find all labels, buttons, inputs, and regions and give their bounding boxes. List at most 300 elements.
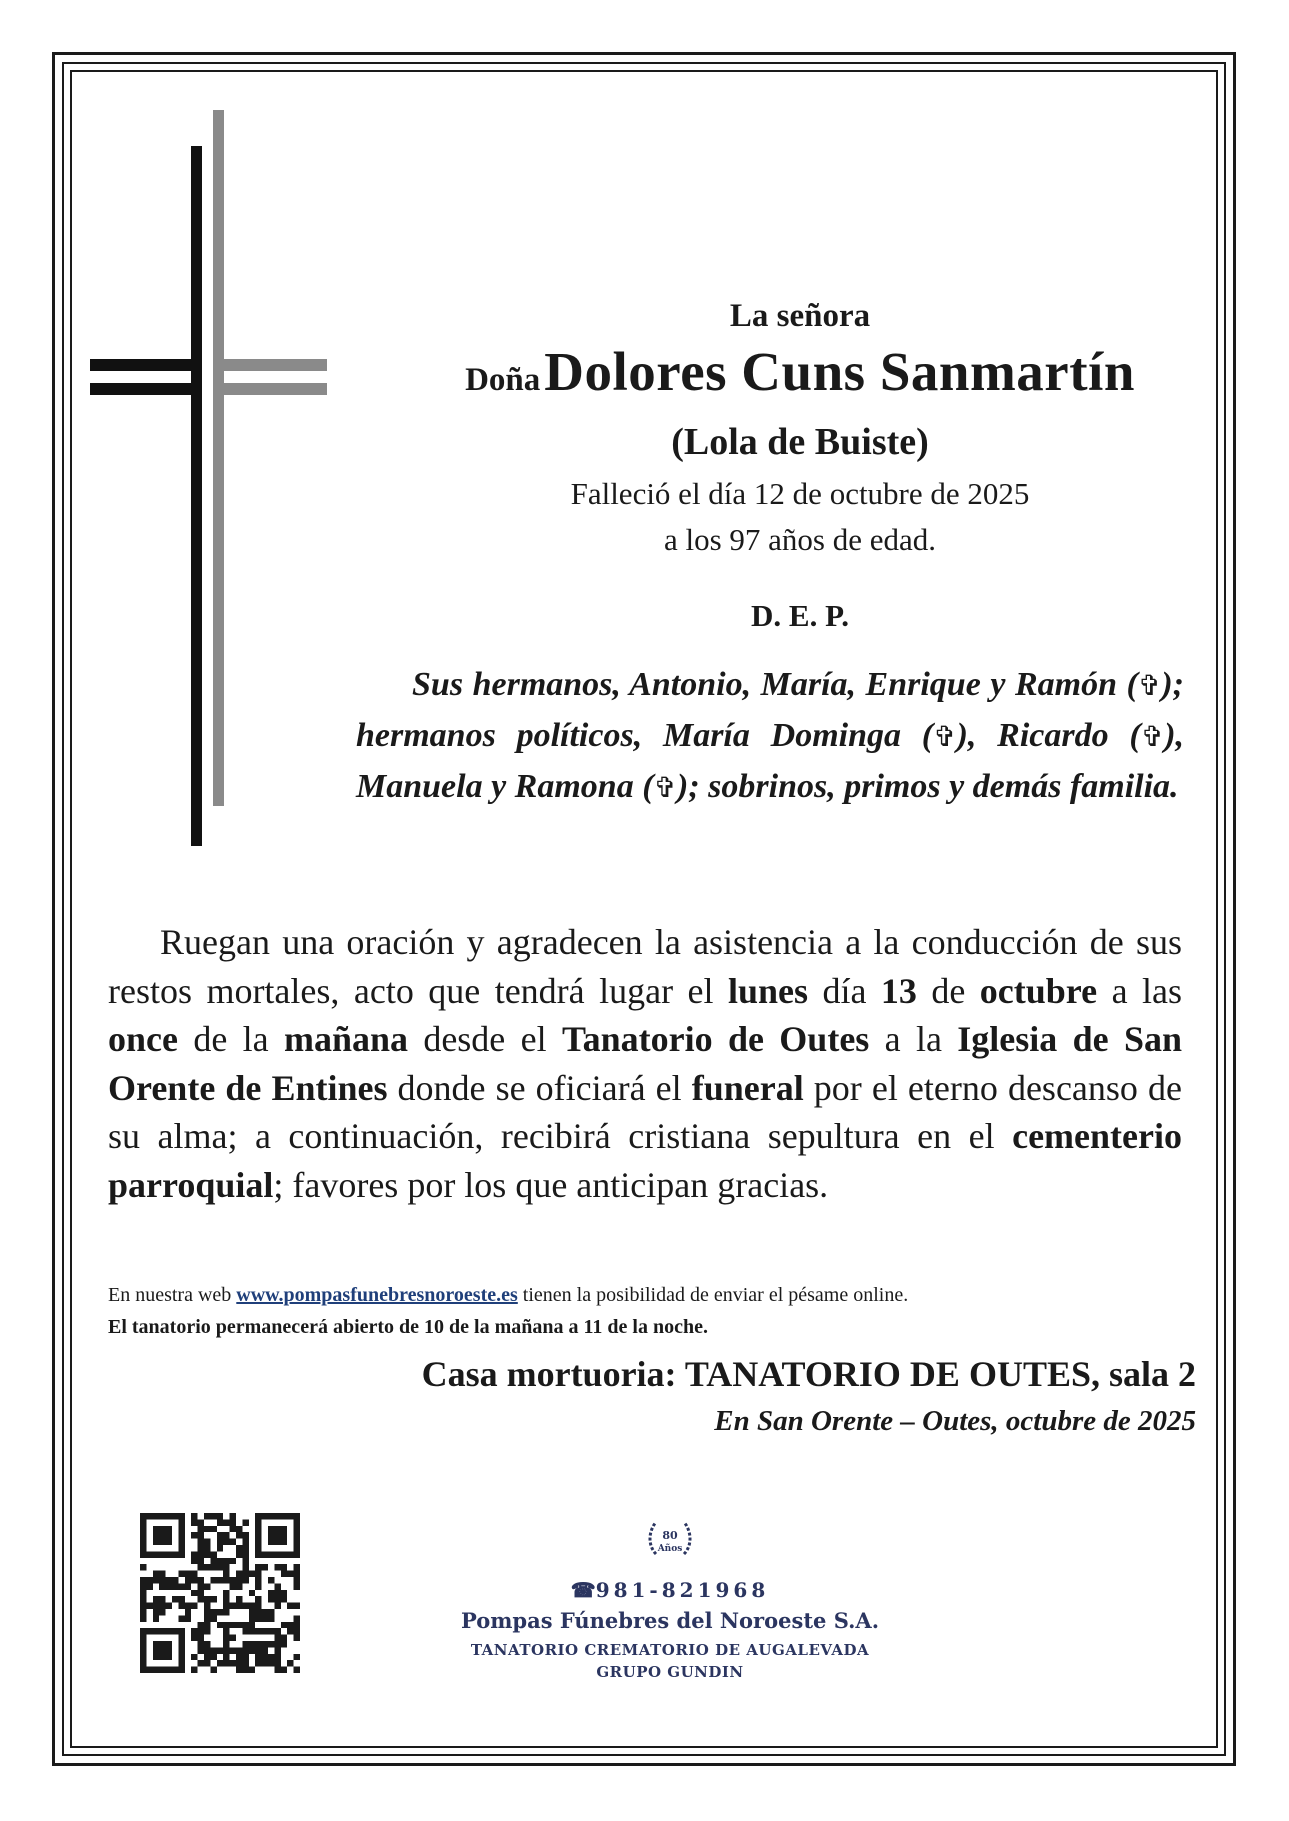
family-text: ), Manuela y Ramona (	[356, 717, 1185, 805]
qr-module	[217, 1513, 223, 1519]
body-bold: octubre	[979, 970, 1098, 1011]
qr-module	[223, 1558, 229, 1564]
qr-module	[204, 1628, 210, 1634]
qr-module	[172, 1583, 178, 1589]
body-text: a las	[1097, 970, 1182, 1011]
qr-module	[274, 1641, 280, 1647]
qr-module	[198, 1596, 204, 1602]
qr-module	[178, 1596, 184, 1602]
qr-module	[210, 1654, 216, 1660]
qr-module	[230, 1622, 236, 1628]
qr-module	[230, 1539, 236, 1545]
family-text: Sus hermanos, Antonio, María, Enrique y Ramón (	[412, 666, 1138, 703]
body-text: de la	[177, 1019, 284, 1059]
phone-number-line[interactable]	[380, 1578, 960, 1602]
body-text: desde el	[407, 1019, 562, 1059]
qr-module	[204, 1564, 210, 1570]
qr-module	[242, 1622, 248, 1628]
qr-module	[204, 1583, 210, 1589]
qr-module	[268, 1577, 274, 1583]
body-text: Ruegan una oración y agradecen la asistencia a la conducción de sus restos mortales, acto que tendrá lugar el	[108, 922, 1182, 1011]
qr-module	[255, 1654, 261, 1660]
qr-module	[210, 1513, 216, 1519]
qr-module	[198, 1545, 204, 1551]
qr-module	[223, 1519, 229, 1525]
body-bold: cementerio parroquial	[108, 1116, 1182, 1205]
qr-module	[153, 1603, 159, 1609]
qr-module	[236, 1545, 242, 1551]
qr-module	[153, 1615, 159, 1621]
qr-module	[236, 1654, 242, 1660]
qr-module	[140, 1603, 146, 1609]
qr-module	[223, 1571, 229, 1577]
qr-module	[242, 1603, 248, 1609]
qr-module	[294, 1654, 300, 1660]
qr-module	[204, 1609, 210, 1615]
qr-module	[159, 1577, 165, 1583]
web-note-suffix: tienen la posibilidad de enviar el pésame online.	[517, 1284, 909, 1306]
qr-module	[198, 1551, 204, 1557]
qr-module	[198, 1635, 204, 1641]
qr-module	[159, 1571, 165, 1577]
qr-module	[204, 1654, 210, 1660]
qr-module	[262, 1654, 268, 1660]
qr-module	[223, 1539, 229, 1545]
qr-module	[249, 1603, 255, 1609]
qr-module	[230, 1647, 236, 1653]
qr-module	[204, 1603, 210, 1609]
qr-module	[198, 1590, 204, 1596]
qr-module	[242, 1641, 248, 1647]
qr-module	[242, 1539, 248, 1545]
place-and-date: En San Orente – Outes, octubre de 2025	[714, 1405, 1196, 1437]
qr-module	[204, 1622, 210, 1628]
qr-module	[210, 1615, 216, 1621]
qr-module	[223, 1590, 229, 1596]
qr-module	[287, 1628, 293, 1634]
deceased-cross-icon: ✞	[1137, 671, 1162, 702]
qr-module	[191, 1590, 197, 1596]
qr-module	[281, 1564, 287, 1570]
dep-abbreviation: D. E. P.	[751, 598, 849, 633]
qr-module	[236, 1571, 242, 1577]
qr-module	[140, 1583, 146, 1589]
qr-module	[217, 1545, 223, 1551]
qr-module	[230, 1513, 236, 1519]
qr-module	[281, 1635, 287, 1641]
title-la-senora: La señora	[729, 298, 871, 334]
body-bold: once	[108, 1019, 178, 1059]
body-text: ; favores por los que anticipan gracias.	[273, 1164, 829, 1205]
qr-module	[281, 1590, 287, 1596]
cross-black-vertical	[191, 146, 202, 846]
qr-module	[294, 1622, 300, 1628]
qr-module	[294, 1577, 300, 1583]
qr-module	[274, 1647, 280, 1653]
deceased-cross-icon: ✞	[1140, 722, 1165, 753]
body-bold: Iglesia de San Orente de Entines	[108, 1019, 1182, 1108]
qr-module	[223, 1660, 229, 1666]
qr-module	[262, 1660, 268, 1666]
website-link[interactable]: www.pompasfunebresnoroeste.es	[236, 1284, 518, 1306]
qr-module	[255, 1628, 261, 1634]
qr-module	[210, 1667, 216, 1673]
qr-module	[204, 1513, 210, 1519]
qr-module	[153, 1571, 159, 1577]
qr-module	[242, 1519, 248, 1525]
qr-module	[210, 1558, 216, 1564]
qr-module	[268, 1615, 274, 1621]
qr-module	[166, 1583, 172, 1589]
qr-module	[223, 1609, 229, 1615]
qr-module	[255, 1641, 261, 1647]
qr-module	[268, 1590, 274, 1596]
qr-module	[242, 1628, 248, 1634]
qr-module	[274, 1628, 280, 1634]
web-condolence-note	[108, 1284, 908, 1307]
qr-module	[287, 1660, 293, 1666]
deceased-nickname: (Lola de Buiste)	[671, 421, 929, 463]
qr-module	[255, 1583, 261, 1589]
qr-module	[242, 1564, 248, 1570]
qr-module	[255, 1596, 261, 1602]
deceased-cross-icon: ✞	[653, 773, 678, 804]
family-text: ); hermanos políticos, María Dominga (	[356, 666, 1184, 754]
qr-module	[210, 1647, 216, 1653]
qr-module	[236, 1647, 242, 1653]
qr-module	[274, 1667, 280, 1673]
qr-module	[249, 1622, 255, 1628]
qr-module	[262, 1641, 268, 1647]
qr-module	[204, 1596, 210, 1602]
qr-module	[230, 1519, 236, 1525]
qr-module	[185, 1583, 191, 1589]
qr-module	[242, 1532, 248, 1538]
qr-module	[223, 1603, 229, 1609]
qr-module	[281, 1571, 287, 1577]
qr-module	[198, 1583, 204, 1589]
qr-module	[262, 1647, 268, 1653]
qr-module	[294, 1615, 300, 1621]
qr-module	[185, 1615, 191, 1621]
body-text: de	[916, 970, 980, 1011]
qr-module	[281, 1596, 287, 1602]
qr-module	[217, 1577, 223, 1583]
qr-module	[255, 1660, 261, 1666]
qr-module	[210, 1564, 216, 1570]
qr-module	[223, 1628, 229, 1634]
qr-module	[198, 1532, 204, 1538]
qr-module	[236, 1551, 242, 1557]
qr-code-icon[interactable]	[140, 1513, 300, 1673]
name-prefix: Doña	[465, 362, 541, 398]
qr-module	[294, 1583, 300, 1589]
qr-module	[146, 1577, 152, 1583]
qr-module	[166, 1577, 172, 1583]
qr-module	[274, 1603, 280, 1609]
qr-module	[217, 1609, 223, 1615]
qr-module	[255, 1564, 261, 1570]
phone-icon: ☎	[570, 1578, 596, 1602]
funeral-details-paragraph	[108, 918, 1182, 1209]
qr-module	[249, 1628, 255, 1634]
qr-module	[242, 1660, 248, 1666]
badge-number: 80	[662, 1529, 678, 1542]
qr-module	[242, 1558, 248, 1564]
qr-module	[191, 1513, 197, 1519]
qr-module	[294, 1628, 300, 1634]
qr-module	[223, 1647, 229, 1653]
qr-module	[223, 1564, 229, 1570]
qr-module	[274, 1596, 280, 1602]
phone-number: 981-821968	[595, 1578, 770, 1602]
qr-module	[217, 1532, 223, 1538]
company-subtitle-group: GRUPO GUNDIN	[596, 1663, 744, 1681]
qr-module	[268, 1628, 274, 1634]
qr-module	[294, 1667, 300, 1673]
qr-finder-pattern	[153, 1526, 172, 1545]
qr-module	[204, 1660, 210, 1666]
qr-module	[262, 1609, 268, 1615]
qr-module	[159, 1603, 165, 1609]
qr-module	[185, 1577, 191, 1583]
qr-module	[204, 1551, 210, 1557]
qr-module	[236, 1622, 242, 1628]
funeral-home-location: Casa mortuoria: TANATORIO DE OUTES, sala 2	[421, 1354, 1196, 1394]
qr-module	[236, 1667, 242, 1673]
qr-module	[274, 1660, 280, 1666]
body-bold: funeral	[691, 1067, 804, 1108]
qr-module	[210, 1577, 216, 1583]
qr-module	[198, 1558, 204, 1564]
qr-module	[198, 1622, 204, 1628]
qr-module	[230, 1583, 236, 1589]
qr-module	[198, 1641, 204, 1647]
qr-module	[217, 1564, 223, 1570]
deceased-name-line	[380, 340, 1220, 403]
qr-module	[249, 1641, 255, 1647]
qr-module	[262, 1628, 268, 1634]
qr-module	[223, 1622, 229, 1628]
qr-module	[191, 1558, 197, 1564]
qr-module	[255, 1577, 261, 1583]
qr-module	[236, 1596, 242, 1602]
qr-module	[242, 1545, 248, 1551]
qr-module	[217, 1647, 223, 1653]
qr-module	[255, 1647, 261, 1653]
qr-module	[204, 1641, 210, 1647]
qr-module	[223, 1577, 229, 1583]
qr-module	[230, 1603, 236, 1609]
qr-module	[204, 1539, 210, 1545]
qr-module	[281, 1667, 287, 1673]
qr-module	[191, 1571, 197, 1577]
qr-module	[230, 1526, 236, 1532]
qr-module	[204, 1615, 210, 1621]
qr-module	[140, 1615, 146, 1621]
qr-module	[281, 1622, 287, 1628]
qr-module	[255, 1603, 261, 1609]
qr-module	[287, 1571, 293, 1577]
qr-module	[191, 1654, 197, 1660]
qr-module	[185, 1603, 191, 1609]
qr-module	[198, 1628, 204, 1634]
qr-module	[274, 1583, 280, 1589]
qr-module	[153, 1609, 159, 1615]
qr-module	[204, 1526, 210, 1532]
qr-module	[204, 1647, 210, 1653]
qr-module	[210, 1551, 216, 1557]
qr-module	[230, 1558, 236, 1564]
cross-icon	[90, 100, 330, 860]
qr-module	[242, 1571, 248, 1577]
qr-module	[274, 1654, 280, 1660]
qr-module	[210, 1609, 216, 1615]
qr-module	[294, 1571, 300, 1577]
qr-module	[249, 1615, 255, 1621]
qr-module	[230, 1577, 236, 1583]
qr-module	[281, 1641, 287, 1647]
qr-module	[255, 1609, 261, 1615]
qr-module	[217, 1519, 223, 1525]
qr-module	[140, 1577, 146, 1583]
age-at-death: a los 97 años de edad.	[663, 522, 937, 557]
cross-black-horizontal-bottom	[90, 383, 202, 395]
qr-module	[153, 1577, 159, 1583]
qr-module	[230, 1635, 236, 1641]
qr-module	[249, 1647, 255, 1653]
qr-module	[172, 1577, 178, 1583]
qr-module	[287, 1603, 293, 1609]
qr-module	[178, 1615, 184, 1621]
qr-module	[242, 1647, 248, 1653]
qr-module	[223, 1641, 229, 1647]
body-text: a la	[869, 1019, 958, 1059]
qr-module	[217, 1558, 223, 1564]
qr-module	[178, 1603, 184, 1609]
qr-module	[287, 1622, 293, 1628]
qr-module	[242, 1577, 248, 1583]
cross-gray-horizontal-top	[213, 359, 327, 371]
qr-module	[191, 1667, 197, 1673]
qr-module	[198, 1564, 204, 1570]
qr-module	[140, 1609, 146, 1615]
deceased-cross-icon: ✞	[933, 722, 957, 753]
qr-module	[236, 1532, 242, 1538]
qr-module	[191, 1603, 197, 1609]
qr-module	[274, 1564, 280, 1570]
qr-module	[178, 1583, 184, 1589]
qr-module	[198, 1660, 204, 1666]
family-text: ), Ricardo (	[956, 717, 1141, 754]
qr-finder-pattern	[268, 1526, 287, 1545]
qr-module	[153, 1596, 159, 1602]
qr-module	[140, 1590, 146, 1596]
qr-module	[198, 1526, 204, 1532]
qr-module	[262, 1564, 268, 1570]
qr-module	[268, 1641, 274, 1647]
company-footer	[380, 1508, 960, 1681]
qr-module	[268, 1654, 274, 1660]
qr-module	[217, 1539, 223, 1545]
qr-module	[294, 1635, 300, 1641]
qr-module	[198, 1519, 204, 1525]
qr-module	[166, 1603, 172, 1609]
body-bold: 13	[880, 970, 917, 1011]
qr-module	[159, 1596, 165, 1602]
qr-module	[242, 1654, 248, 1660]
qr-module	[223, 1532, 229, 1538]
qr-module	[255, 1571, 261, 1577]
qr-module	[255, 1615, 261, 1621]
qr-module	[204, 1545, 210, 1551]
qr-module	[191, 1551, 197, 1557]
qr-module	[217, 1622, 223, 1628]
qr-module	[242, 1667, 248, 1673]
qr-module	[198, 1577, 204, 1583]
family-paragraph	[356, 660, 1184, 813]
qr-module	[236, 1603, 242, 1609]
qr-module	[294, 1603, 300, 1609]
qr-module	[274, 1635, 280, 1641]
qr-module	[236, 1526, 242, 1532]
qr-module	[198, 1539, 204, 1545]
qr-module	[236, 1577, 242, 1583]
qr-module	[185, 1571, 191, 1577]
body-bold: mañana	[283, 1019, 408, 1059]
qr-module	[249, 1609, 255, 1615]
qr-finder-pattern	[153, 1641, 172, 1660]
qr-module	[294, 1564, 300, 1570]
qr-module	[191, 1532, 197, 1538]
qr-module	[242, 1551, 248, 1557]
family-text: ); sobrinos, primos y demás familia.	[677, 768, 1179, 805]
body-text: día	[808, 970, 881, 1011]
deceased-name: Dolores Cuns Sanmartín	[544, 341, 1135, 402]
qr-module	[146, 1583, 152, 1589]
qr-module	[198, 1647, 204, 1653]
cross-gray-vertical	[213, 110, 224, 806]
body-text: por el eterno descanso de su alma; a continuación, recibirá cristiana sepultura en el	[108, 1067, 1182, 1156]
qr-module	[249, 1667, 255, 1673]
qr-module	[191, 1577, 197, 1583]
qr-module	[159, 1583, 165, 1589]
qr-module	[249, 1571, 255, 1577]
qr-module	[159, 1609, 165, 1615]
death-date: Falleció el día 12 de octubre de 2025	[570, 476, 1030, 511]
qr-module	[178, 1571, 184, 1577]
cross-gray-horizontal-bottom	[213, 383, 327, 395]
qr-module	[185, 1609, 191, 1615]
qr-module	[191, 1635, 197, 1641]
qr-module	[172, 1596, 178, 1602]
body-bold: Tanatorio de Outes	[561, 1019, 870, 1059]
qr-module	[268, 1596, 274, 1602]
qr-module	[191, 1519, 197, 1525]
qr-module	[217, 1660, 223, 1666]
qr-module	[236, 1660, 242, 1666]
qr-module	[223, 1596, 229, 1602]
qr-module	[230, 1660, 236, 1666]
qr-module	[268, 1660, 274, 1666]
qr-module	[223, 1635, 229, 1641]
company-subtitle-crematorium: TANATORIO CREMATORIO DE AUGALEVADA	[470, 1641, 870, 1659]
qr-module	[274, 1590, 280, 1596]
qr-module	[223, 1654, 229, 1660]
qr-module	[210, 1526, 216, 1532]
qr-module	[140, 1596, 146, 1602]
body-text: donde se oficiará el	[387, 1067, 692, 1108]
